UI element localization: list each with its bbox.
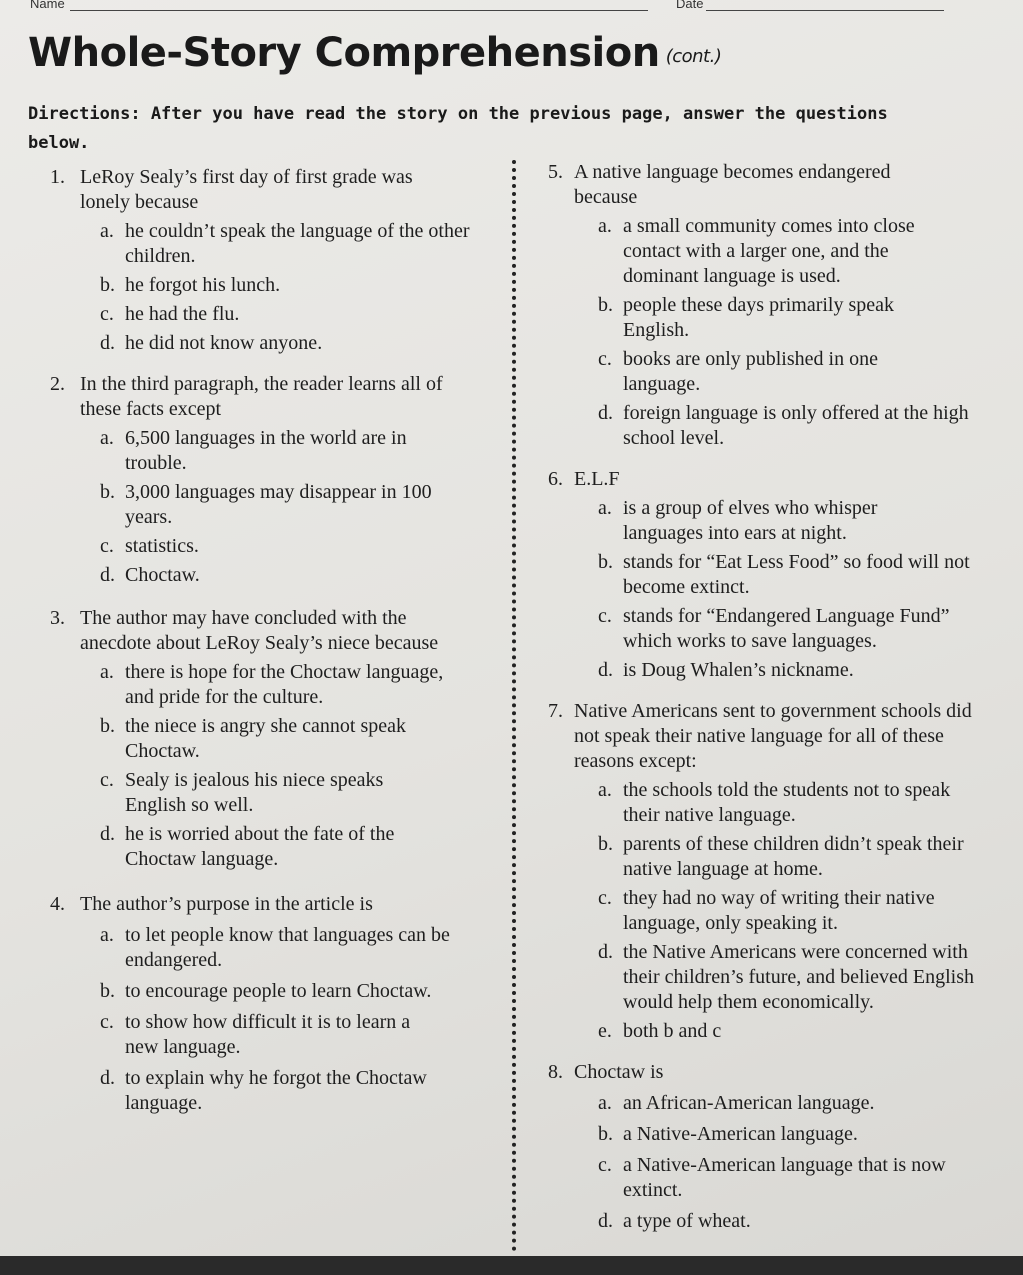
question-number: 3. bbox=[50, 607, 65, 629]
option-letter: d. bbox=[100, 332, 115, 354]
question-stem: In the third paragraph, the reader learns all of these facts except bbox=[80, 373, 443, 420]
name-date-line bbox=[0, 0, 1023, 14]
question-stem: E.L.F bbox=[574, 468, 620, 490]
option-text: foreign language is only offered at the high school level. bbox=[623, 402, 969, 449]
left-column bbox=[50, 165, 500, 1116]
directions: Directions: After you have read the story on the previous page, answer the questions below. bbox=[28, 104, 888, 153]
question-number: 7. bbox=[548, 700, 563, 722]
option-letter: d. bbox=[598, 402, 613, 424]
option-text: a type of wheat. bbox=[623, 1210, 751, 1232]
option-letter: c. bbox=[100, 1011, 114, 1033]
title-text: Whole-Story Comprehension bbox=[28, 30, 660, 76]
question-number: 8. bbox=[548, 1061, 563, 1083]
option-letter: d. bbox=[100, 564, 115, 586]
option-text: they had no way of writing their native language, only speaking it. bbox=[623, 887, 935, 934]
option-text: to show how difficult it is to learn a new language. bbox=[125, 1011, 411, 1058]
question-stem: A native language becomes endangered because bbox=[574, 161, 891, 208]
page-title bbox=[28, 30, 721, 76]
option-text: statistics. bbox=[125, 535, 199, 557]
option-text: stands for “Eat Less Food” so food will not become extinct. bbox=[623, 551, 970, 598]
option-text: he had the flu. bbox=[125, 303, 240, 325]
option-text: people these days primarily speak English. bbox=[623, 294, 895, 341]
option-text: to encourage people to learn Choctaw. bbox=[125, 980, 432, 1002]
option-text: is a group of elves who whisper languages into ears at night. bbox=[623, 497, 878, 544]
option-text: he forgot his lunch. bbox=[125, 274, 281, 296]
option-letter: c. bbox=[100, 535, 114, 557]
option-letter: c. bbox=[100, 769, 114, 791]
option-text: a Native-American language that is now extinct. bbox=[623, 1154, 946, 1201]
option-letter: d. bbox=[100, 1067, 115, 1089]
option-letter: c. bbox=[100, 303, 114, 325]
option-letter: a. bbox=[598, 215, 612, 237]
question-number: 4. bbox=[50, 893, 65, 915]
title-suffix: (cont.) bbox=[665, 46, 722, 67]
option-letter: d. bbox=[598, 659, 613, 681]
name-blank bbox=[70, 10, 648, 11]
column-divider bbox=[512, 160, 516, 1252]
option-text: a small community comes into close contact with a larger one, and the dominant language is used. bbox=[623, 215, 915, 287]
option-letter: a. bbox=[598, 497, 612, 519]
option-letter: d. bbox=[598, 941, 613, 963]
option-letter: c. bbox=[598, 1154, 612, 1176]
question-number: 6. bbox=[548, 468, 563, 490]
option-text: stands for “Endangered Language Fund” which works to save languages. bbox=[623, 605, 950, 652]
option-letter: a. bbox=[100, 427, 114, 449]
question-5 bbox=[548, 160, 1003, 451]
question-stem: The author may have concluded with the anecdote about LeRoy Sealy’s niece because bbox=[80, 607, 439, 654]
option-text: 3,000 languages may disappear in 100 years. bbox=[125, 481, 432, 528]
question-number: 2. bbox=[50, 373, 65, 395]
option-text: there is hope for the Choctaw language, and pride for the culture. bbox=[125, 661, 444, 708]
question-4 bbox=[50, 892, 500, 1116]
option-text: the schools told the students not to speak their native language. bbox=[623, 779, 951, 826]
option-letter: b. bbox=[598, 1123, 613, 1145]
option-text: books are only published in one language. bbox=[623, 348, 878, 395]
question-7 bbox=[548, 699, 1003, 1044]
option-text: parents of these children didn’t speak their native language at home. bbox=[623, 833, 964, 880]
name-label: Name bbox=[30, 0, 65, 11]
option-text: 6,500 languages in the world are in trouble. bbox=[125, 427, 407, 474]
question-8 bbox=[548, 1060, 1003, 1234]
option-text: both b and c bbox=[623, 1020, 722, 1042]
option-letter: c. bbox=[598, 348, 612, 370]
option-letter: a. bbox=[598, 779, 612, 801]
option-text: he did not know anyone. bbox=[125, 332, 323, 354]
option-text: is Doug Whalen’s nickname. bbox=[623, 659, 854, 681]
question-stem: Native Americans sent to government schools did not speak their native language for all of these reasons except: bbox=[574, 700, 972, 772]
question-6 bbox=[548, 467, 1003, 683]
date-blank bbox=[706, 10, 944, 11]
question-stem: The author’s purpose in the article is bbox=[80, 893, 373, 915]
option-letter: b. bbox=[598, 294, 613, 316]
option-text: to let people know that languages can be endangered. bbox=[125, 924, 450, 971]
question-1 bbox=[50, 165, 500, 356]
question-3 bbox=[50, 606, 500, 872]
option-text: an African-American language. bbox=[623, 1092, 875, 1114]
question-number: 5. bbox=[548, 161, 563, 183]
option-text: Choctaw. bbox=[125, 564, 200, 586]
right-column bbox=[548, 160, 1003, 1234]
option-letter: b. bbox=[100, 481, 115, 503]
option-letter: b. bbox=[100, 274, 115, 296]
option-text: Sealy is jealous his niece speaks English so well. bbox=[125, 769, 384, 816]
option-text: he is worried about the fate of the Choctaw language. bbox=[125, 823, 395, 870]
option-letter: b. bbox=[598, 551, 613, 573]
date-label: Date bbox=[676, 0, 704, 11]
option-text: the niece is angry she cannot speak Choctaw. bbox=[125, 715, 407, 762]
option-letter: a. bbox=[100, 924, 114, 946]
option-letter: d. bbox=[598, 1210, 613, 1232]
option-letter: c. bbox=[598, 887, 612, 909]
option-letter: b. bbox=[598, 833, 613, 855]
option-letter: b. bbox=[100, 980, 115, 1002]
question-2 bbox=[50, 372, 500, 588]
option-text: to explain why he forgot the Choctaw language. bbox=[125, 1067, 427, 1114]
option-letter: a. bbox=[100, 661, 114, 683]
option-letter: a. bbox=[100, 220, 114, 242]
option-text: he couldn’t speak the language of the other children. bbox=[125, 220, 470, 267]
option-letter: b. bbox=[100, 715, 115, 737]
question-stem: LeRoy Sealy’s first day of first grade was lonely because bbox=[80, 166, 413, 213]
option-letter: a. bbox=[598, 1092, 612, 1114]
option-letter: c. bbox=[598, 605, 612, 627]
option-text: a Native-American language. bbox=[623, 1123, 858, 1145]
question-number: 1. bbox=[50, 166, 65, 188]
option-letter: d. bbox=[100, 823, 115, 845]
option-letter: e. bbox=[598, 1020, 612, 1042]
question-stem: Choctaw is bbox=[574, 1061, 664, 1083]
option-text: the Native Americans were concerned with their children’s future, and believed English would help them economically. bbox=[623, 941, 975, 1013]
